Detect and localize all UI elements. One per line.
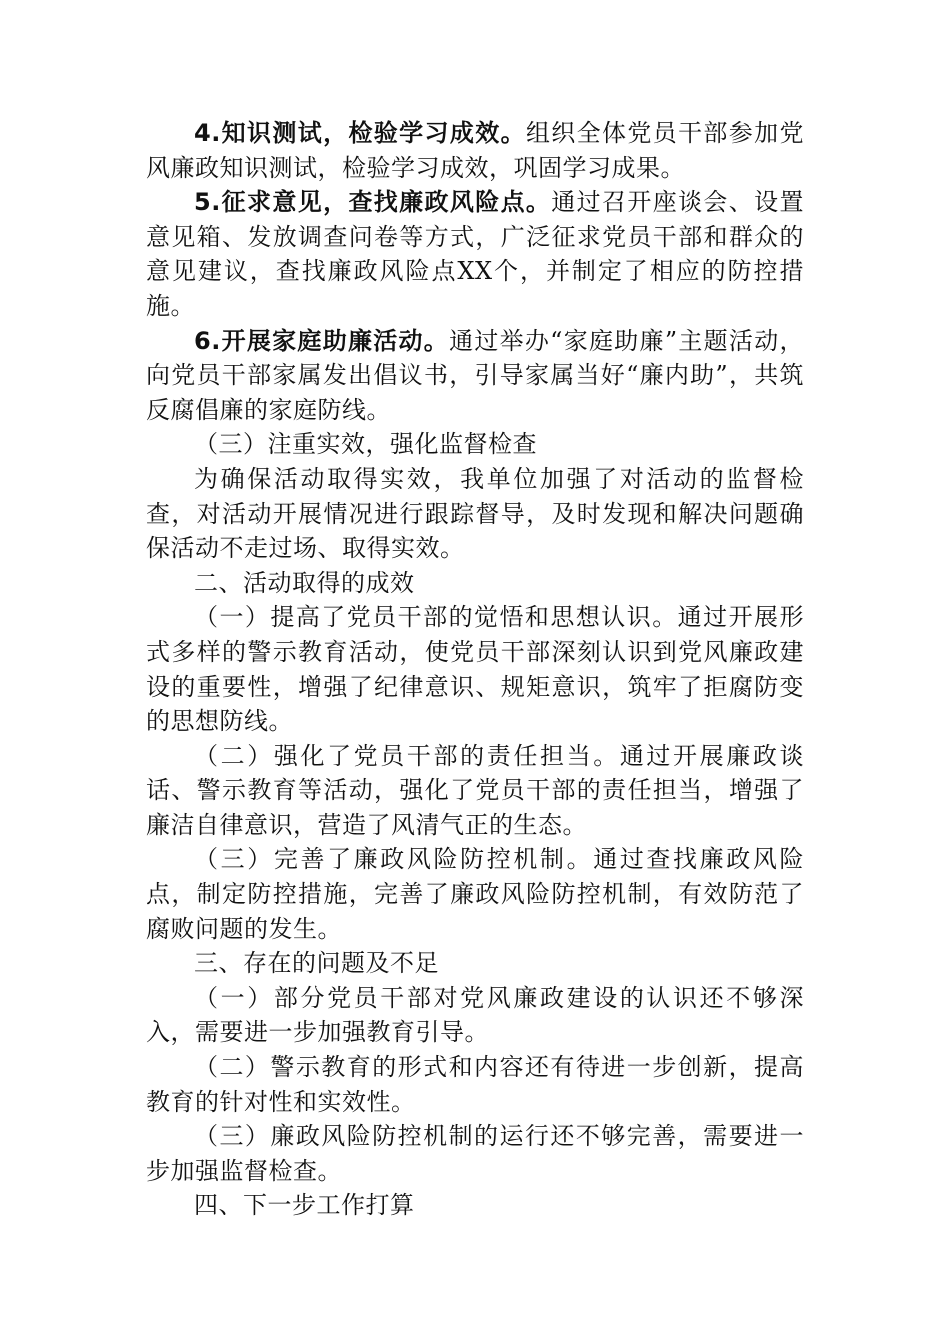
paragraph-body: 通过举办“家庭助廉”主题活动，向党员干部家属发出倡议书，引导家属当好“廉内助”，共筑反腐倡廉的家庭防线。 (146, 326, 804, 424)
paragraph-family-integrity (146, 324, 804, 428)
paragraph-result-3: （三）完善了廉政风险防控机制。通过查找廉政风险点，制定防控措施，完善了廉政风险防控机制，有效防范了腐败问题的发生。 (146, 845, 804, 943)
heading-next-steps: 四、下一步工作打算 (194, 1191, 415, 1220)
paragraph-problem-3: （三）廉政风险防控机制的运行还不够完善，需要进一步加强监督检查。 (146, 1122, 804, 1185)
paragraph-body: 通过召开座谈会、设置意见箱、发放调查问卷等方式，广泛征求党员干部和群众的意见建议，查找廉政风险点XX个，并制定了相应的防控措施。 (146, 188, 804, 320)
paragraph-result-2: （二）强化了党员干部的责任担当。通过开展廉政谈话、警示教育等活动，强化了党员干部的责任担当，增强了廉洁自律意识，营造了风清气正的生态。 (146, 741, 804, 839)
heading-problems: 三、存在的问题及不足 (194, 949, 439, 978)
paragraph-lead: 4.知识测试，检验学习成效。 (194, 119, 526, 147)
subheading-supervision: （三）注重实效，强化监督检查 (194, 430, 537, 459)
paragraph-knowledge-test (146, 116, 804, 185)
paragraph-lead: 5.征求意见，查找廉政风险点。 (194, 188, 552, 217)
paragraph-problem-2: （二）警示教育的形式和内容还有待进一步创新，提高教育的针对性和实效性。 (146, 1053, 804, 1116)
document-page (146, 116, 804, 1223)
heading-results: 二、活动取得的成效 (194, 568, 415, 597)
paragraph-lead: 6.开展家庭助廉活动。 (194, 326, 450, 355)
paragraph-supervision: 为确保活动取得实效，我单位加强了对活动的监督检查，对活动开展情况进行跟踪督导，及时发现和解决问题确保活动不走过场、取得实效。 (146, 464, 804, 563)
paragraph-result-1: （一）提高了党员干部的觉悟和思想认识。通过开展形式多样的警示教育活动，使党员干部深刻认识到党风廉政建设的重要性，增强了纪律意识、规矩意识，筑牢了拒腐防变的思想防线。 (146, 603, 804, 736)
paragraph-solicit-opinions (146, 185, 804, 323)
paragraph-body: 组织全体党员干部参加党风廉政知识测试，检验学习成效，巩固学习成果。 (146, 119, 804, 182)
paragraph-problem-1: （一）部分党员干部对党风廉政建设的认识还不够深入，需要进一步加强教育引导。 (146, 983, 804, 1047)
